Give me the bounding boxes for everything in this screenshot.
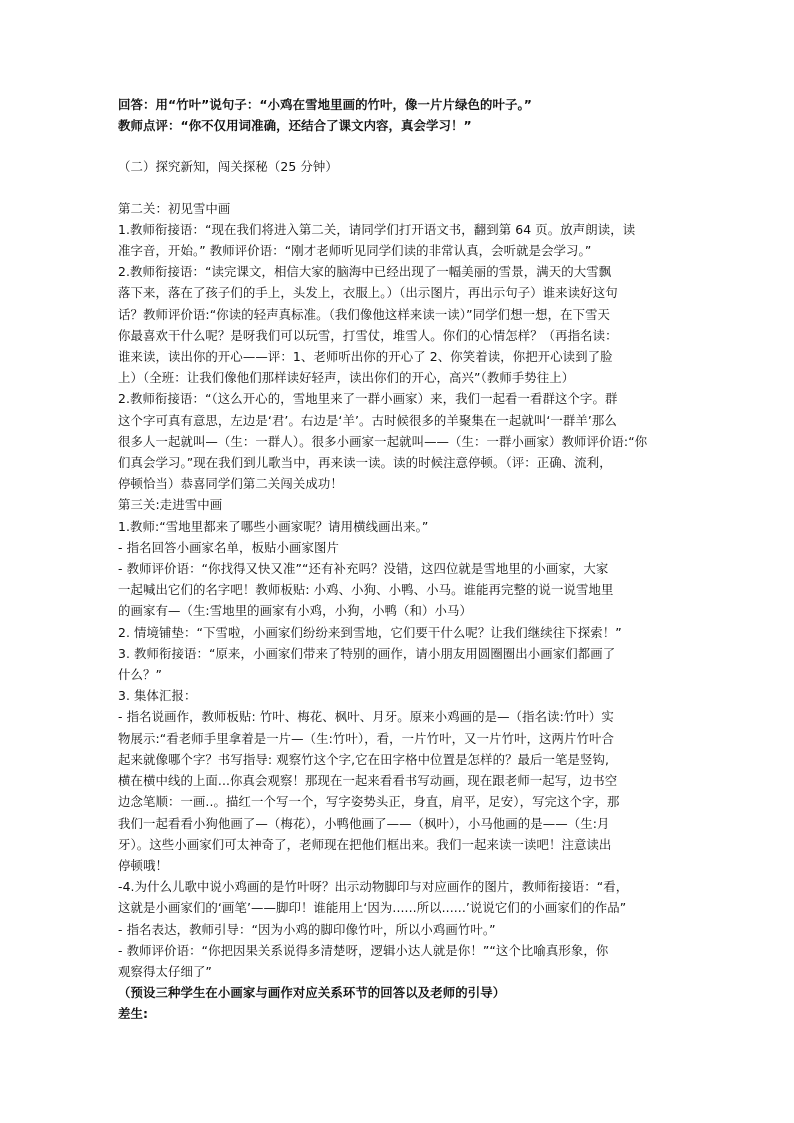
paragraph-line: 这就是小画家们的‘画笔’——脚印！谁能用上‘因为......所以......’说说它们的小画家们的作品”: [118, 900, 627, 916]
paragraph-line: - 教师评价语：“你找得又快又准”“还有补充吗？没错，这四位就是雪地里的小画家，大家: [118, 561, 609, 577]
paragraph-line: 1.教师衔接语：“现在我们将进入第二关，请同学们打开语文书，翻到第 64 页。放声朗读，读: [118, 221, 636, 237]
paragraph-line: - 指名说画作，教师板贴: 竹叶、梅花、枫叶、月牙。原来小鸡画的是—（指名读:竹叶）实: [118, 709, 614, 725]
paragraph-line: 话？教师评价语:“你读的轻声真标准。（我们像他这样来读一读）”同学们想一想，在下雪天: [118, 306, 611, 322]
paragraph-line: 我们一起看看小狗他画了—（梅花），小鸭他画了——（枫叶），小马他画的是——（生:月: [118, 815, 610, 831]
pass3-block: [118, 494, 688, 982]
paragraph-line: 谁来读，读出你的开心——评：1、老师听出你的开心了 2、你笑着读，你把开心读到了脸: [118, 349, 613, 365]
paragraph-line: 边念笔顺：一画..。描红一个写一个，写字姿势头正，身直，肩平，足安），写完这个字，那: [118, 794, 620, 810]
spacer: [118, 178, 688, 198]
spacer: [118, 136, 688, 156]
paragraph-line: 观察得太仔细了”: [118, 963, 212, 979]
paragraph-line: 3. 集体汇报：: [118, 688, 197, 704]
paragraph-line: - 指名回答小画家名单，板贴小画家图片: [118, 539, 339, 555]
weak-student-label: 差生:: [118, 1006, 149, 1022]
paragraph-line: 很多人一起就叫—（生：一群人）。很多小画家一起就叫——（生：一群小画家）教师评价语:“你: [118, 433, 648, 449]
paragraph-line: 停顿恰当）恭喜同学们第二关闯关成功！: [118, 476, 343, 492]
paragraph-line: 1.教师:“雪地里都来了哪些小画家呢？请用横线画出来。”: [118, 518, 429, 534]
paragraph-line: 起来就像哪个字？书写指导: 观察竹这个字,它在田字格中位置是怎样的？最后一笔是竖钩,: [118, 751, 610, 767]
paragraph-line: 落下来，落在了孩子们的手上，头发上，衣服上。）（出示图片，再出示句子）谁来读好这句: [118, 285, 618, 301]
paragraph-line: 这个字可真有意思，左边是‘君’。右边是‘羊’。古时候很多的羊聚集在一起就叫‘一群羊’那么: [118, 412, 617, 428]
paragraph-line: 们真会学习。”现在我们到儿歌当中，再来读一读。读的时候注意停顿。（评：正确、流利，: [118, 455, 612, 471]
pass2-block: [118, 198, 688, 495]
section-heading: （二）探究新知，闯关探秘（25 分钟）: [118, 159, 338, 175]
paragraph-line: 你最喜欢干什么呢？是呀我们可以玩雪，打雪仗，堆雪人。你们的心情怎样？（再指名读：: [118, 327, 618, 343]
paragraph-line: 一起喊出它们的名字吧！教师板贴: 小鸡、小狗、小鸭、小马。谁能再完整的说一说雪地里: [118, 582, 614, 598]
teacher-comment-line: 教师点评：“你不仅用词准确，还结合了课文内容，真会学习！”: [118, 118, 472, 134]
paragraph-line: - 教师评价语：“你把因果关系说得多清楚呀，逻辑小达人就是你！”“这个比喻真形象，你: [118, 942, 609, 958]
answer-line: 回答：用“竹叶”说句子：“小鸡在雪地里画的竹叶，像一片片绿色的叶子。”: [118, 97, 532, 112]
paragraph-line: 上）（全班：让我们像他们那样读好轻声，读出你们的开心，高兴”（教师手势往上）: [118, 370, 575, 386]
pass2-heading: 第二关：初见雪中画: [118, 200, 231, 216]
paragraph-line: 的画家有—（生:雪地里的画家有小鸡，小狗，小鸭（和）小马）: [118, 603, 473, 619]
paragraph-line: 停顿哦！: [118, 857, 168, 873]
paragraph-line: 横在横中线的上面...你真会观察！那现在一起来看看书写动画，现在跟老师一起写，边书空: [118, 773, 618, 789]
paragraph-line: 什么？”: [118, 667, 162, 683]
paragraph-line: -4.为什么儿歌中说小鸡画的是竹叶呀？出示动物脚印与对应画作的图片，教师衔接语：“看，: [118, 879, 629, 895]
paragraph-line: 准字音，开始。” 教师评价语：“刚才老师听见同学们读的非常认真，会听就是会学习。”: [118, 243, 592, 259]
paragraph-line: 物展示:“看老师手里拿着是一片—（生:竹叶），看，一片竹叶，又一片竹叶，这两片竹叶合: [118, 730, 615, 746]
document-page: [118, 94, 688, 1025]
paragraph-line: 2. 情境铺垫：“下雪啦，小画家们纷纷来到雪地，它们要干什么呢？让我们继续往下探索！”: [118, 624, 622, 640]
paragraph-line: - 指名表达，教师引导：“因为小鸡的脚印像竹叶，所以小鸡画竹叶。”: [118, 921, 496, 937]
paragraph-line: 3. 教师衔接语：“原来，小画家们带来了特别的画作，请小朋友用圆圈圈出小画家们都画了: [118, 645, 616, 661]
pass3-heading: 第三关:走进雪中画: [118, 497, 223, 513]
paragraph-line: 2.教师衔接语：“（这么开心的，雪地里来了一群小画家）来，我们一起看一看群这个字。群: [118, 391, 618, 407]
paragraph-line: 2.教师衔接语：“读完课文，相信大家的脑海中已经出现了一幅美丽的雪景，满天的大雪飘: [118, 264, 612, 280]
preset-note: （预设三种学生在小画家与画作对应关系环节的回答以及老师的引导）: [118, 985, 506, 1001]
paragraph-line: 牙）。这些小画家们可太神奇了，老师现在把他们框出来。我们一起来读一读吧！注意读出: [118, 836, 612, 852]
